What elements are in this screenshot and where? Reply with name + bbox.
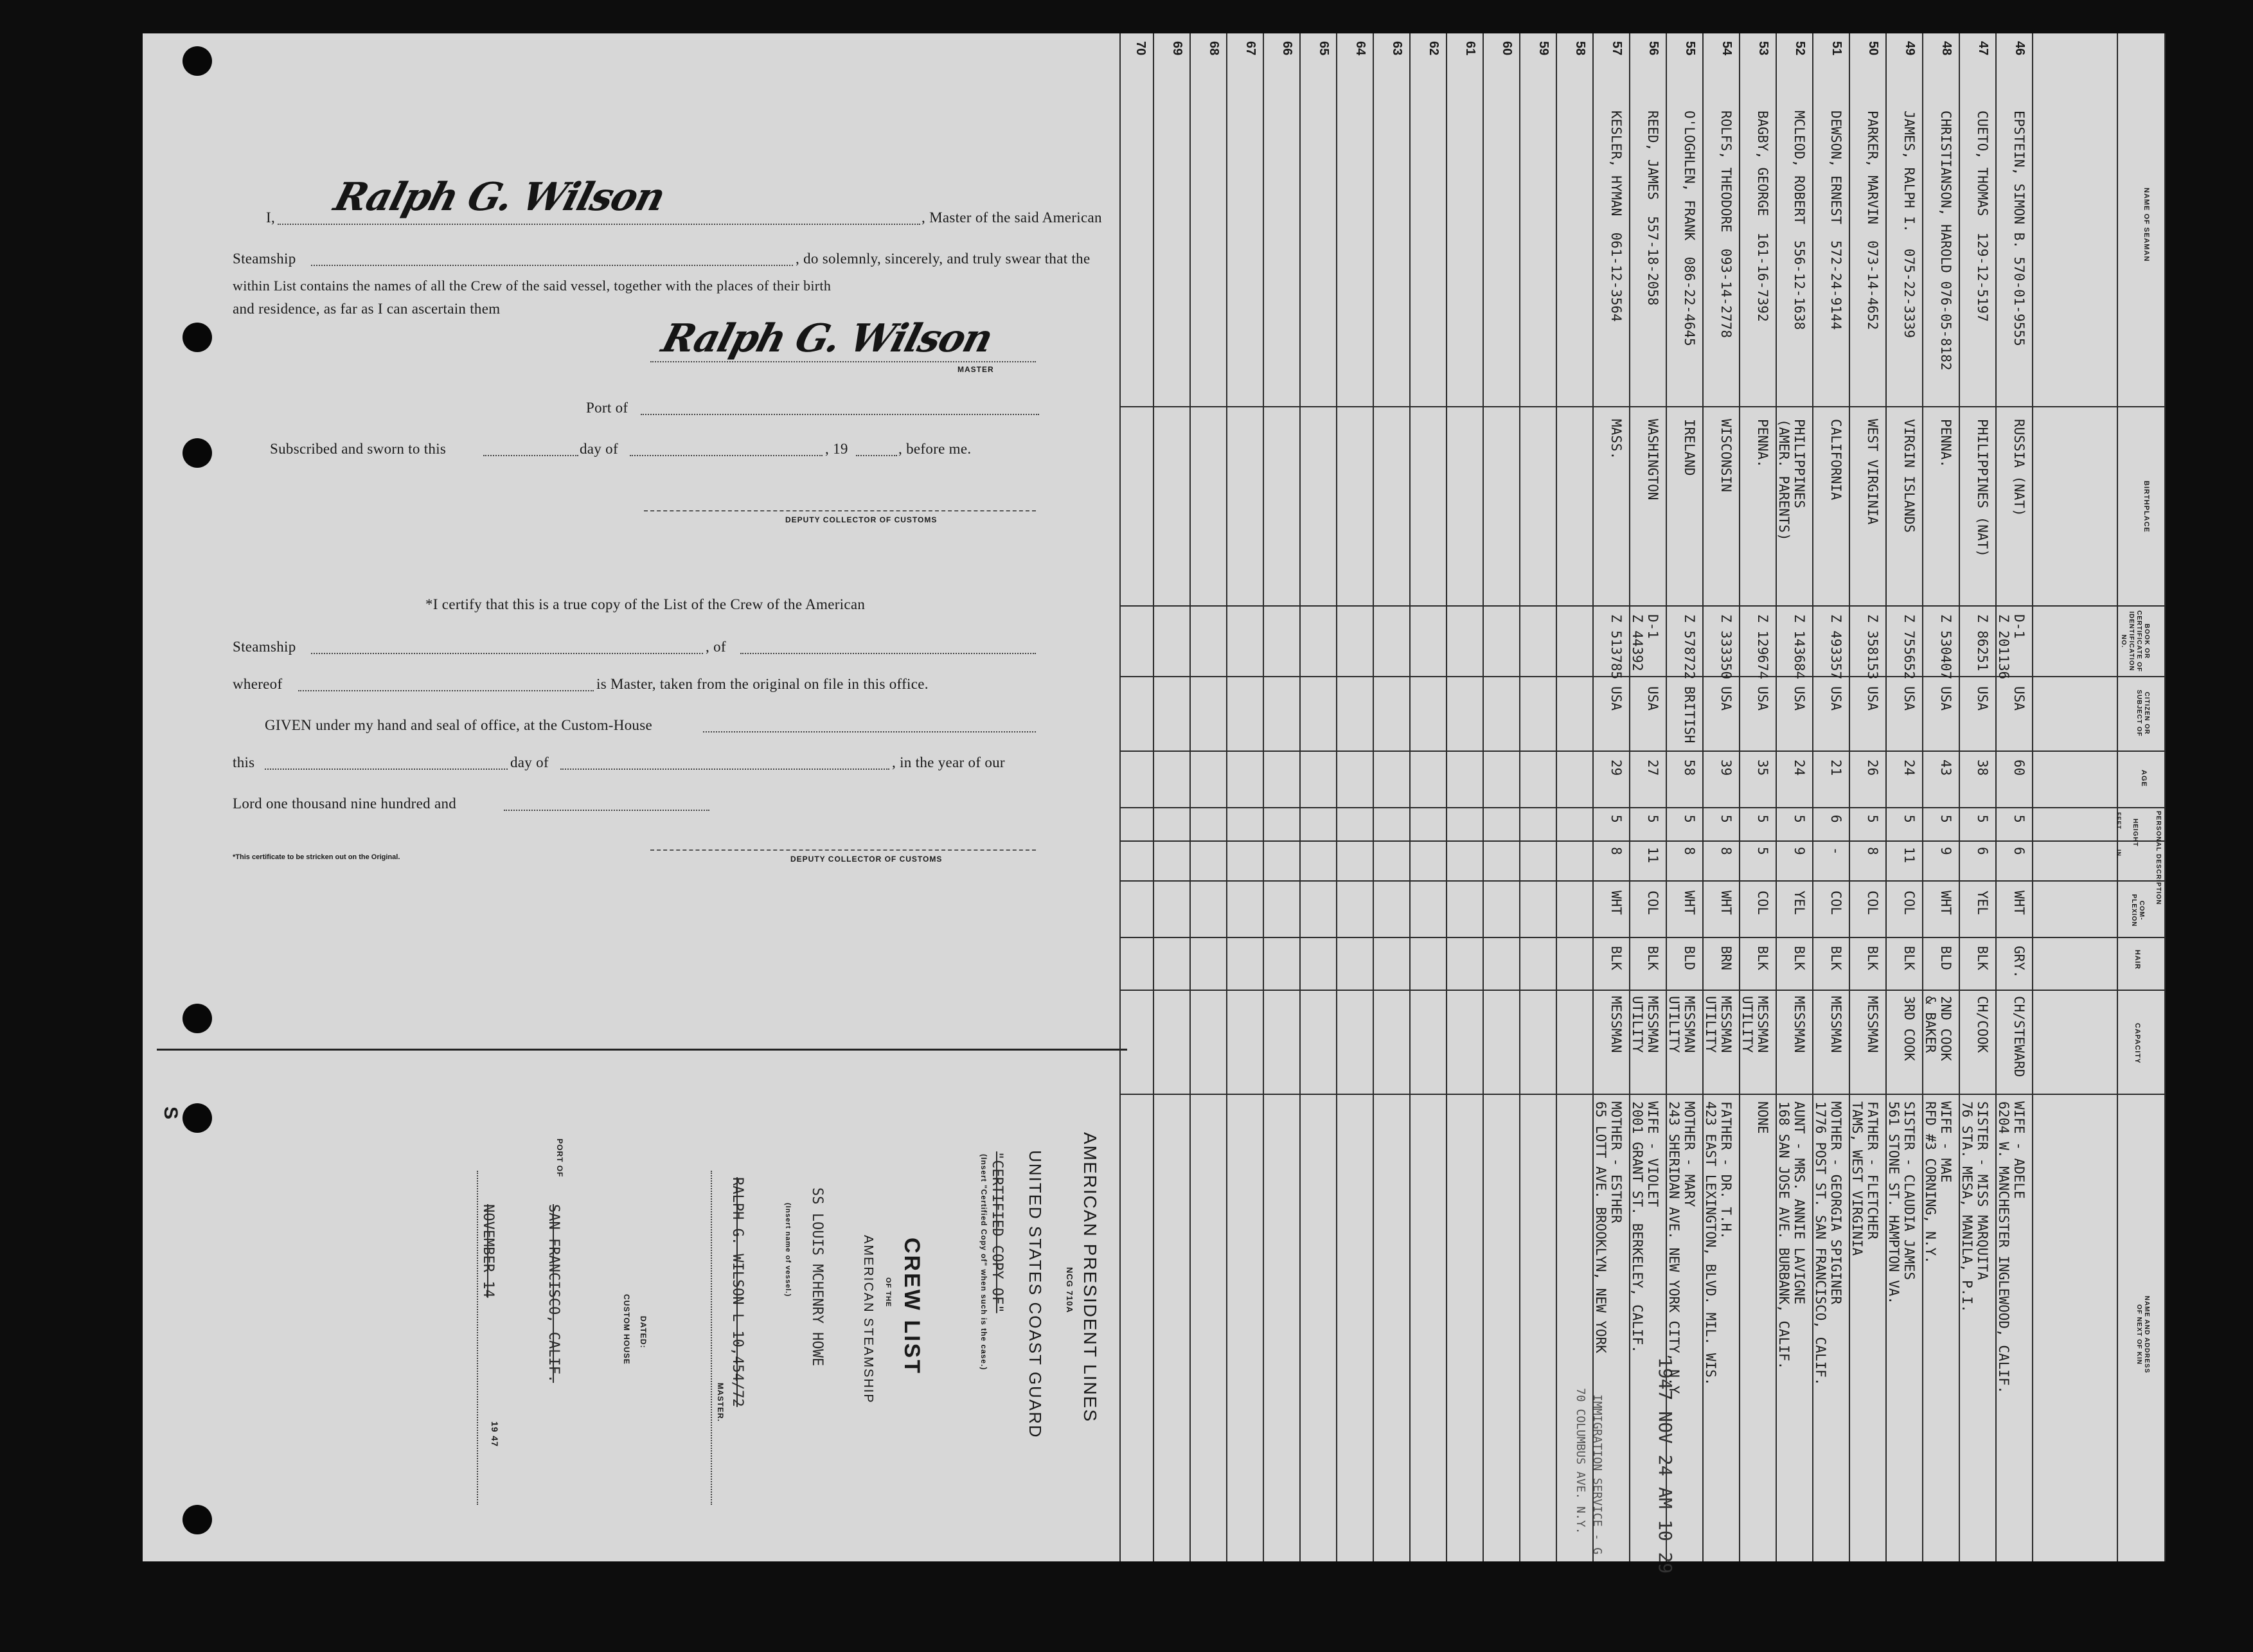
crew-cell-inches: 8 (1682, 847, 1697, 855)
subscribed-pre: Subscribed and sworn to this (270, 441, 447, 457)
crew-cell-book: Z 530407 (1938, 614, 1954, 680)
crew-cell-name: ROLFS, THEODORE 093-14-2778 (1718, 111, 1734, 339)
header-book: BOOK OR CERTIFICATE OF IDENTIFICATION NO. (2120, 610, 2150, 673)
crew-cell-no: 47 (1976, 41, 1990, 56)
crew-cell-capacity: MESSMAN (1608, 996, 1624, 1053)
crew-cell-birthplace: MASS. (1608, 419, 1624, 460)
crew-cell-no: 50 (1866, 41, 1880, 56)
crew-cell-no: 62 (1427, 41, 1441, 56)
cover-certified-copy: "CERTIFIED COPY OF" (989, 1151, 1005, 1313)
crew-cell-hair: BLK (1865, 946, 1880, 970)
crew-cell-hair: BLK (1901, 946, 1917, 970)
header-hair: HAIR (2133, 950, 2141, 970)
crew-cell-inches: 8 (1718, 847, 1734, 855)
crew-cell-complexion: COL (1645, 891, 1661, 915)
cover-master-label: MASTER. (716, 1383, 725, 1422)
crew-cell-complexion: WHT (1718, 891, 1734, 915)
crew-cell-age: 21 (1828, 759, 1844, 776)
crew-cell-age: 39 (1718, 759, 1734, 776)
crew-cell-no: 64 (1353, 41, 1367, 56)
crew-cell-kin: WIFE - ADELE 6204 W. MANCHESTER INGLEWOOD, CALIF. (1996, 1101, 2027, 1394)
crew-cell-no: 48 (1939, 41, 1954, 56)
crew-cell-feet: 5 (1792, 815, 1807, 823)
header-feet: FEET (2115, 812, 2122, 830)
cover-port-label: PORT OF (555, 1139, 564, 1178)
port-label: Port of (586, 400, 628, 416)
crew-cell-citizen: USA (2011, 686, 2027, 711)
crew-cell-no: 69 (1170, 41, 1184, 56)
crew-cell-capacity: MESSMAN (1865, 996, 1880, 1053)
crew-cell-citizen: USA (1975, 686, 1990, 711)
crew-cell-no: 58 (1573, 41, 1587, 56)
crew-cell-book: D-1 Z 201136 (1996, 614, 2027, 680)
cert-line1: *I certify that this is a true copy of the List of the Crew of the American (425, 596, 866, 612)
cover-certified-note: (Insert "Certified Copy of" when such is the case.) (979, 1154, 988, 1371)
crew-cell-kin: SISTER - CLAUDIA JAMES 561 STONE ST. HAMPTON VA. (1886, 1101, 1917, 1305)
margin-mark: S (160, 1106, 181, 1121)
crew-cell-no: 61 (1463, 41, 1477, 56)
crew-cell-kin: MOTHER - GEORGIA SPIGINER 1776 POST ST. SAN FRANCISCO, CALIF. (1813, 1101, 1844, 1386)
crew-cell-citizen: USA (1645, 686, 1661, 711)
crew-cell-name: O'LOGHLEN, FRANK 086-22-4645 (1682, 111, 1697, 346)
cert-deputy-label: DEPUTY COLLECTOR OF CUSTOMS (790, 855, 943, 864)
crew-cell-age: 35 (1755, 759, 1770, 776)
master-signature-top: Ralph G. Wilson (329, 175, 669, 220)
crew-cell-age: 27 (1645, 759, 1661, 776)
crew-cell-birthplace: VIRGIN ISLANDS (1901, 419, 1917, 533)
crew-cell-book: Z 129674 (1755, 614, 1770, 680)
crew-cell-inches: 8 (1865, 847, 1880, 855)
subscribed-post: , before me. (898, 441, 972, 457)
crew-cell-hair: BLK (1975, 946, 1990, 970)
crew-cell-feet: 5 (1755, 815, 1770, 823)
cert-line5-post: , in the year of our (892, 754, 1005, 770)
crew-cell-age: 26 (1865, 759, 1880, 776)
crew-cell-age: 24 (1901, 759, 1917, 776)
crew-cell-citizen: USA (1718, 686, 1734, 711)
crew-cell-complexion: YEL (1792, 891, 1807, 915)
crew-cell-inches: 5 (1755, 847, 1770, 855)
crew-cell-name: REED, JAMES 557-18-2058 (1645, 111, 1661, 306)
crew-cell-no: 53 (1756, 41, 1770, 56)
oath-line4: and residence, as far as I can ascertain them (233, 301, 501, 317)
crew-cell-no: 70 (1134, 41, 1148, 56)
cover-vessel-note: (Insert name of vessel.) (784, 1203, 792, 1297)
oath-line1-post: , Master of the said American (922, 209, 1102, 226)
crew-cell-inches: - (1828, 847, 1844, 855)
crew-cell-capacity: MESSMAN UTILITY (1666, 996, 1697, 1053)
stamp-line1: 1947 NOV 24 AM 10 29 (1655, 1357, 1676, 1574)
crew-cell-name: PARKER, MARVIN 073-14-4652 (1865, 111, 1880, 330)
crew-cell-age: 60 (2011, 759, 2027, 776)
master-signature: Ralph G. Wilson (657, 316, 997, 361)
crew-cell-kin: MOTHER - MARY 243 SHERIDAN AVE. NEW YORK CITY, N.Y. (1666, 1101, 1697, 1402)
header-birthplace: BIRTHPLACE (2142, 481, 2150, 533)
crew-cell-birthplace: WASHINGTON (1645, 419, 1661, 501)
crew-cell-no: 57 (1610, 41, 1624, 56)
crew-cell-no: 65 (1317, 41, 1331, 56)
header-height: HEIGHT (2132, 819, 2139, 847)
cover-year-value: 19 47 (490, 1421, 500, 1448)
crew-cell-hair: BLD (1938, 946, 1954, 970)
crew-cell-book: Z 755652 (1901, 614, 1917, 680)
crew-cell-kin: FATHER - FLETCHER TAMS, WEST VIRGINIA (1849, 1101, 1880, 1256)
crew-cell-feet: 5 (1938, 815, 1954, 823)
crew-cell-complexion: WHT (1608, 891, 1624, 915)
crew-cell-feet: 5 (2011, 815, 2027, 823)
crew-cell-no: 51 (1830, 41, 1844, 56)
crew-cell-inches: 6 (1975, 847, 1990, 855)
cover-vessel-name: SS LOUIS MCHENRY HOWE (809, 1187, 825, 1367)
cover-master-name: RALPH G. WILSON L 10,454/72 (729, 1177, 745, 1407)
crew-cell-birthplace: PHILIPPINES (NAT) (1975, 419, 1990, 557)
crew-cell-inches: 9 (1792, 847, 1807, 855)
crew-cell-birthplace: WISCONSIN (1718, 419, 1734, 492)
crew-cell-capacity: CH/STEWARD (2011, 996, 2027, 1078)
cert-line2-mid: , of (706, 639, 726, 655)
crew-cell-age: 24 (1792, 759, 1807, 776)
crew-cell-feet: 5 (1682, 815, 1697, 823)
crew-cell-capacity: MESSMAN UTILITY (1703, 996, 1734, 1053)
crew-table (1119, 33, 2166, 1574)
cert-line5-mid: day of (510, 754, 549, 770)
crew-cell-no: 63 (1390, 41, 1404, 56)
crew-cell-hair: BLK (1645, 946, 1661, 970)
crew-cell-no: 56 (1646, 41, 1661, 56)
crew-cell-hair: BLD (1682, 946, 1697, 970)
crew-cell-no: 52 (1793, 41, 1807, 56)
master-label: MASTER (957, 365, 994, 374)
crew-cell-birthplace: IRELAND (1682, 419, 1697, 476)
header-personal: PERSONAL DESCRIPTION (2155, 811, 2162, 905)
crew-cell-birthplace: PENNA. (1938, 419, 1954, 468)
subscribed-day: day of (580, 441, 618, 457)
crew-cell-capacity: MESSMAN UTILITY (1630, 996, 1661, 1053)
oath-line3: within List contains the names of all the Crew of the said vessel, together with the places of their birth (233, 278, 832, 294)
cover-dated-label: DATED: (639, 1316, 648, 1349)
crew-cell-complexion: WHT (1938, 891, 1954, 915)
crew-cell-name: CUETO, THOMAS 129-12-5197 (1975, 111, 1990, 322)
header-complexion: COM- PLEXION (2130, 894, 2145, 927)
cover-date-value: NOVEMBER 14 (480, 1204, 496, 1298)
crew-cell-complexion: COL (1755, 891, 1770, 915)
crew-cell-complexion: COL (1865, 891, 1880, 915)
crew-cell-kin: WIFE - VIOLET 2001 GRANT ST. BERKELEY, CALIF. (1630, 1101, 1661, 1353)
crew-cell-book: Z 493357 (1828, 614, 1844, 680)
crew-cell-age: 29 (1608, 759, 1624, 776)
crew-cell-capacity: MESSMAN (1828, 996, 1844, 1053)
crew-cell-citizen: USA (1828, 686, 1844, 711)
crew-cell-no: 54 (1720, 41, 1734, 56)
crew-cell-inches: 8 (1608, 847, 1624, 855)
crew-cell-kin: WIFE - MAE RFD #3 CORNING, N.Y. (1923, 1101, 1954, 1264)
crew-cell-capacity: MESSMAN UTILITY (1740, 996, 1770, 1053)
cert-footnote: *This certificate to be stricken out on the Original. (233, 853, 400, 861)
crew-cell-no: 59 (1536, 41, 1551, 56)
oath-line2-post: , do solemnly, sincerely, and truly swear that the (796, 251, 1091, 267)
crew-cell-capacity: MESSMAN (1792, 996, 1807, 1053)
crew-cell-complexion: YEL (1975, 891, 1990, 915)
cover-company: AMERICAN PRESIDENT LINES (1080, 1132, 1100, 1423)
header-age: AGE (2140, 770, 2148, 787)
crew-cell-citizen: USA (1901, 686, 1917, 711)
subscribed-year: , 19 (825, 441, 848, 457)
crew-cell-feet: 5 (1608, 815, 1624, 823)
crew-cell-hair: BLK (1608, 946, 1624, 970)
cover-form-no: NCG 710A (1065, 1267, 1074, 1313)
crew-cell-birthplace: CALIFORNIA (1828, 419, 1844, 501)
cert-line3-post: is Master, taken from the original on file in this office. (596, 676, 929, 692)
stamp-line3: 70 COLUMBUS AVE. N.Y. (1574, 1388, 1587, 1534)
crew-cell-name: MCLEOD, ROBERT 556-12-1638 (1792, 111, 1807, 330)
crew-cell-capacity: 3RD COOK (1901, 996, 1917, 1061)
cover-american-steamship: AMERICAN STEAMSHIP (861, 1235, 875, 1404)
crew-cell-book: D-1 Z 44392 (1630, 614, 1661, 671)
crew-cell-feet: 5 (1975, 815, 1990, 823)
crew-cell-no: 55 (1683, 41, 1697, 56)
crew-cell-kin: FATHER - DR. T.H. 423 EAST LEXINGTON, BLVD. MIL. WIS. (1703, 1101, 1734, 1386)
crew-cell-birthplace: RUSSIA (NAT) (2011, 419, 2027, 517)
cover-custom-house: CUSTOM HOUSE (622, 1294, 631, 1365)
crew-cell-birthplace: WEST VIRGINIA (1865, 419, 1880, 525)
crew-cell-hair: BLK (1828, 946, 1844, 970)
oath-panel (143, 33, 1132, 1561)
crew-cell-inches: 11 (1901, 847, 1917, 864)
cover-of-the: OF THE (884, 1277, 892, 1308)
crew-cell-name: EPSTEIN, SIMON B. 570-01-9555 (2011, 111, 2027, 346)
crew-cell-book: Z 86251 (1975, 614, 1990, 671)
crew-cell-hair: BLK (1755, 946, 1770, 970)
cert-line6: Lord one thousand nine hundred and (233, 795, 457, 812)
crew-cell-kin: NONE (1755, 1101, 1770, 1134)
crew-cell-citizen: BRITISH (1682, 686, 1697, 743)
crew-cell-name: DEWSON, ERNEST 572-24-9144 (1828, 111, 1844, 330)
oath-deputy-label: DEPUTY COLLECTOR OF CUSTOMS (785, 515, 938, 524)
stamp-line2: IMMIGRATION SERVICE - G (1590, 1394, 1604, 1555)
cover-port-value: SAN FRANCISCO, CALIF. (546, 1204, 562, 1383)
crew-cell-book: Z 333350 (1718, 614, 1734, 680)
crew-cell-book: Z 358153 (1865, 614, 1880, 680)
crew-cell-hair: BLK (1792, 946, 1807, 970)
crew-cell-no: 60 (1500, 41, 1514, 56)
crew-cell-name: KESLER, HYMAN 061-12-3564 (1608, 111, 1624, 322)
header-capacity: CAPACITY (2133, 1023, 2141, 1064)
crew-cell-name: BAGBY, GEORGE 161-16-7392 (1755, 111, 1770, 322)
crew-cell-feet: 6 (1828, 815, 1844, 823)
crew-cell-citizen: USA (1608, 686, 1624, 711)
crew-cell-no: 67 (1243, 41, 1258, 56)
crew-cell-birthplace: PHILIPPINES (AMER. PARENTS) (1776, 419, 1807, 541)
header-inches: IN. (2115, 849, 2122, 859)
crew-cell-capacity: CH/COOK (1975, 996, 1990, 1053)
crew-cell-capacity: 2ND COOK & BAKER (1923, 996, 1954, 1061)
crew-cell-book: Z 513785 (1608, 614, 1624, 680)
crew-cell-no: 46 (2013, 41, 2027, 56)
crew-cell-no: 66 (1280, 41, 1294, 56)
cover-agency: UNITED STATES COAST GUARD (1026, 1150, 1045, 1439)
crew-cell-feet: 5 (1718, 815, 1734, 823)
crew-cell-complexion: WHT (1682, 891, 1697, 915)
crew-cell-citizen: USA (1755, 686, 1770, 711)
cert-line2-pre: Steamship (233, 639, 296, 655)
crew-cell-complexion: COL (1901, 891, 1917, 915)
oath-line2-pre: Steamship (233, 251, 296, 267)
crew-cell-name: JAMES, RALPH I. 075-22-3339 (1901, 111, 1917, 339)
crew-cell-feet: 5 (1865, 815, 1880, 823)
crew-cell-inches: 9 (1938, 847, 1954, 855)
cert-line5-pre: this (233, 754, 255, 770)
crew-cell-kin: AUNT - MRS. ANNIE LAVIGNE 168 SAN JOSE AVE. BURBANK, CALIF. (1776, 1101, 1807, 1370)
crew-cell-citizen: USA (1865, 686, 1880, 711)
crew-cell-complexion: COL (1828, 891, 1844, 915)
crew-list-sheet (143, 33, 2166, 1574)
crew-cell-book: Z 578722 (1682, 614, 1697, 680)
crew-cell-no: 49 (1903, 41, 1917, 56)
crew-cell-kin: SISTER - MISS MARQUITA 76 STA. MESA, MANILA, P.I. (1959, 1101, 1990, 1313)
crew-cell-citizen: USA (1792, 686, 1807, 711)
header-kin: NAME AND ADDRESS OF NEXT OF KIN (2135, 1295, 2150, 1374)
crew-cell-feet: 5 (1645, 815, 1661, 823)
fold-line (157, 1049, 1127, 1051)
oath-line1-pre: I, (266, 209, 276, 226)
crew-cell-book: Z 143684 (1792, 614, 1807, 680)
crew-cell-kin: MOTHER - ESTHER 65 LOTT AVE. BROOKLYN, NEW YORK (1593, 1101, 1624, 1353)
header-name: NAME OF SEAMAN (2142, 188, 2150, 262)
crew-cell-inches: 6 (2011, 847, 2027, 855)
crew-cell-birthplace: PENNA. (1755, 419, 1770, 468)
crew-cell-name: CHRISTIANSON, HAROLD 076-05-8182 (1938, 111, 1954, 371)
crew-cell-no: 68 (1207, 41, 1221, 56)
crew-cell-hair: GRY. (2011, 946, 2027, 979)
crew-cell-age: 58 (1682, 759, 1697, 776)
crew-cell-hair: BRN (1718, 946, 1734, 970)
cover-title: CREW LIST (900, 1238, 924, 1375)
cert-line3-pre: whereof (233, 676, 283, 692)
cert-line4: GIVEN under my hand and seal of office, at the Custom-House (265, 717, 652, 733)
crew-cell-citizen: USA (1938, 686, 1954, 711)
crew-cell-complexion: WHT (2011, 891, 2027, 915)
crew-cell-age: 38 (1975, 759, 1990, 776)
header-citizen: CITIZEN OR SUBJECT OF (2135, 689, 2150, 737)
crew-cell-inches: 11 (1645, 847, 1661, 864)
crew-cell-feet: 5 (1901, 815, 1917, 823)
crew-cell-age: 43 (1938, 759, 1954, 776)
